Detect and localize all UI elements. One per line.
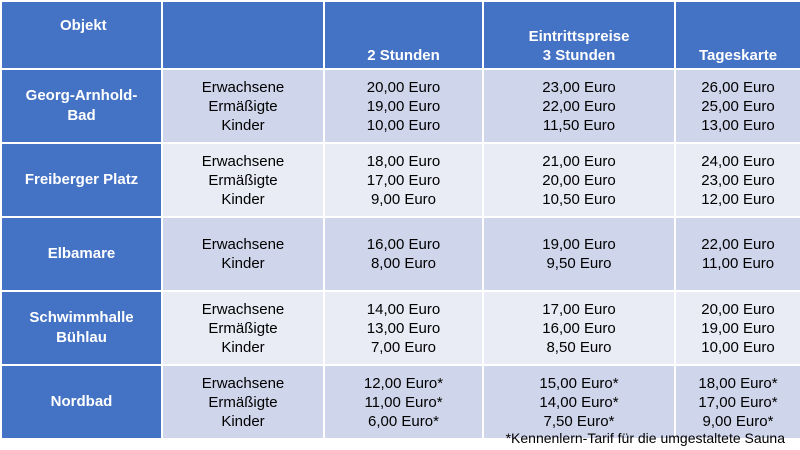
price-3h: 20,00 Euro bbox=[542, 171, 616, 189]
price-3h: 15,00 Euro* bbox=[539, 374, 619, 392]
price-day-cell bbox=[675, 365, 800, 439]
price-3h: 10,50 Euro bbox=[542, 190, 616, 208]
price-2h-cell bbox=[324, 217, 483, 291]
category-line: Kinder bbox=[221, 190, 265, 208]
price-2h: 8,00 Euro bbox=[370, 255, 437, 272]
price-2h: 12,00 Euro* bbox=[363, 374, 444, 392]
facility-row bbox=[1, 143, 800, 217]
header-2h bbox=[324, 1, 483, 69]
price-day-cell bbox=[675, 291, 800, 365]
price-3h: 19,00 Euro bbox=[542, 236, 616, 253]
price-day: 9,00 Euro* bbox=[702, 412, 774, 430]
price-day-cell bbox=[675, 69, 800, 143]
price-3h: 21,00 Euro bbox=[542, 152, 616, 170]
category-cell bbox=[162, 69, 324, 143]
price-day: 22,00 Euro bbox=[701, 236, 775, 253]
price-2h: 7,00 Euro bbox=[370, 338, 437, 356]
header-group-label: Eintrittspreise bbox=[528, 28, 630, 45]
price-3h-cell bbox=[483, 69, 675, 143]
facility-name-line: Elbamare bbox=[47, 245, 116, 262]
facility-name-line: Bad bbox=[67, 107, 96, 124]
price-2h: 16,00 Euro bbox=[366, 236, 441, 253]
price-3h: 14,00 Euro* bbox=[539, 393, 619, 411]
price-2h-cell bbox=[324, 143, 483, 217]
category-line: Erwachsene bbox=[201, 300, 285, 318]
header-3h-label: 3 Stunden bbox=[542, 47, 616, 64]
price-3h: 11,50 Euro bbox=[542, 116, 616, 134]
price-day: 25,00 Euro bbox=[701, 97, 775, 115]
price-3h: 22,00 Euro bbox=[542, 97, 616, 115]
price-day: 26,00 Euro bbox=[701, 78, 775, 96]
header-row bbox=[1, 1, 800, 69]
category-line: Erwachsene bbox=[201, 374, 285, 392]
facility-name-line: Schwimmhalle bbox=[29, 309, 134, 326]
category-line: Kinder bbox=[221, 412, 265, 430]
header-object-label: Objekt bbox=[60, 17, 107, 34]
facility-row bbox=[1, 291, 800, 365]
price-3h-cell bbox=[483, 143, 675, 217]
price-2h: 18,00 Euro bbox=[366, 152, 441, 170]
facility-name bbox=[1, 143, 162, 217]
price-table-body bbox=[1, 1, 800, 439]
price-2h: 14,00 Euro bbox=[366, 300, 441, 318]
price-3h: 9,50 Euro bbox=[546, 255, 612, 272]
header-object bbox=[1, 1, 162, 69]
category-cell bbox=[162, 217, 324, 291]
header-category bbox=[162, 1, 324, 69]
facility-name bbox=[1, 217, 162, 291]
price-2h: 17,00 Euro bbox=[366, 171, 441, 189]
price-3h: 8,50 Euro bbox=[546, 338, 612, 356]
price-2h: 13,00 Euro bbox=[366, 319, 441, 337]
price-day: 17,00 Euro* bbox=[698, 393, 778, 411]
price-2h-cell bbox=[324, 365, 483, 439]
category-cell bbox=[162, 291, 324, 365]
price-day: 23,00 Euro bbox=[701, 171, 775, 189]
price-3h: 7,50 Euro* bbox=[543, 412, 615, 430]
category-line: Kinder bbox=[221, 338, 265, 356]
price-2h: 19,00 Euro bbox=[366, 97, 441, 115]
price-2h: 20,00 Euro bbox=[366, 78, 441, 96]
price-day: 18,00 Euro* bbox=[698, 374, 778, 392]
facility-name-line: Nordbad bbox=[50, 393, 113, 410]
category-line: Erwachsene bbox=[201, 236, 285, 253]
price-day: 19,00 Euro bbox=[701, 319, 775, 337]
price-3h-cell bbox=[483, 365, 675, 439]
price-day: 10,00 Euro bbox=[701, 338, 775, 356]
price-3h: 16,00 Euro bbox=[542, 319, 616, 337]
facility-row bbox=[1, 365, 800, 439]
category-line: Ermäßigte bbox=[208, 393, 278, 411]
price-day: 12,00 Euro bbox=[701, 190, 775, 208]
category-line: Erwachsene bbox=[201, 78, 285, 96]
price-day-cell bbox=[675, 217, 800, 291]
facility-row bbox=[1, 69, 800, 143]
price-3h-cell bbox=[483, 291, 675, 365]
price-2h: 9,00 Euro bbox=[370, 190, 437, 208]
category-cell bbox=[162, 143, 324, 217]
footnote: *Kennenlern-Tarif für die umgestaltete Sauna bbox=[505, 430, 785, 446]
category-line: Ermäßigte bbox=[208, 97, 278, 115]
category-line: Ermäßigte bbox=[208, 171, 278, 189]
facility-name-line: Georg-Arnhold- bbox=[25, 87, 138, 104]
price-2h-cell bbox=[324, 69, 483, 143]
header-3h bbox=[483, 1, 675, 69]
price-2h: 11,00 Euro* bbox=[364, 393, 443, 411]
price-day: 24,00 Euro bbox=[701, 152, 775, 170]
header-2h-label: 2 Stunden bbox=[367, 47, 440, 64]
facility-name bbox=[1, 69, 162, 143]
facility-name-line: Bühlau bbox=[56, 329, 107, 346]
category-line: Kinder bbox=[221, 255, 265, 272]
category-line: Kinder bbox=[221, 116, 265, 134]
category-line: Ermäßigte bbox=[208, 319, 278, 337]
header-day bbox=[675, 1, 800, 69]
price-day: 13,00 Euro bbox=[701, 116, 775, 134]
price-3h-cell bbox=[483, 217, 675, 291]
price-2h: 6,00 Euro* bbox=[368, 412, 439, 430]
price-3h: 23,00 Euro bbox=[542, 78, 616, 96]
price-3h: 17,00 Euro bbox=[542, 300, 616, 318]
price-2h-cell bbox=[324, 291, 483, 365]
price-2h: 10,00 Euro bbox=[366, 116, 441, 134]
price-day: 11,00 Euro bbox=[701, 255, 775, 272]
category-cell bbox=[162, 365, 324, 439]
price-day: 20,00 Euro bbox=[701, 300, 775, 318]
facility-name bbox=[1, 365, 162, 439]
facility-name-line: Freiberger Platz bbox=[24, 171, 139, 188]
header-day-label: Tageskarte bbox=[698, 47, 778, 64]
price-day-cell bbox=[675, 143, 800, 217]
category-line: Erwachsene bbox=[201, 152, 285, 170]
facility-row bbox=[1, 217, 800, 291]
facility-name bbox=[1, 291, 162, 365]
